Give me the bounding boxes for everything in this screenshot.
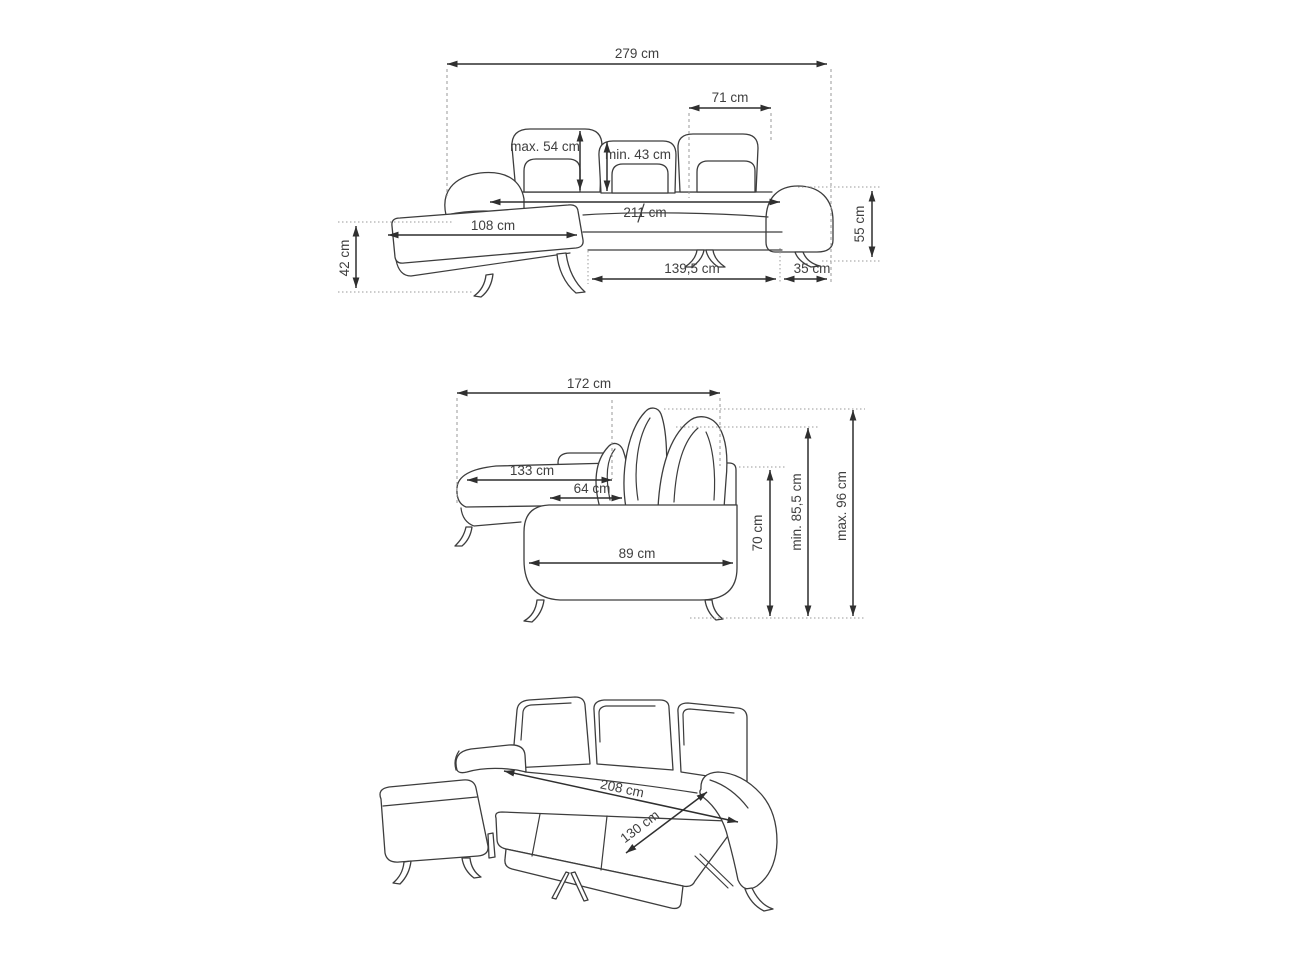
dim-label-total-width: 279 cm bbox=[614, 46, 660, 61]
dim-label-backrest-max: max. 96 cm bbox=[834, 471, 849, 541]
bed-chaise-leg-3 bbox=[488, 833, 495, 858]
side-front-leg bbox=[524, 600, 544, 622]
dim-label-armrest-width: 35 cm bbox=[793, 261, 831, 276]
bed-chaise-leg-2 bbox=[462, 858, 481, 878]
dim-label-total-depth: 172 cm bbox=[566, 376, 612, 391]
headrest-2-pillow bbox=[612, 164, 668, 193]
bed-chaise-leg-1 bbox=[393, 861, 411, 884]
seat-seam bbox=[583, 213, 768, 217]
side-view-diagram bbox=[455, 376, 865, 622]
bed-left-armrest bbox=[456, 745, 526, 773]
bed-cushion-2 bbox=[594, 700, 673, 770]
dim-label-headrest-min: min. 43 cm bbox=[604, 147, 672, 162]
chaise-leg-right bbox=[557, 253, 585, 293]
dim-label-armrest-height: 55 cm bbox=[852, 205, 867, 243]
headrest-1-pillow bbox=[524, 159, 580, 192]
side-rear-leg bbox=[705, 600, 723, 620]
bed-cushion-3 bbox=[678, 703, 747, 782]
bed-view-sofa-drawing bbox=[380, 697, 777, 911]
dim-label-bed-length: 208 cm bbox=[598, 776, 646, 801]
right-armrest bbox=[766, 186, 833, 252]
headrest-3-pillow bbox=[697, 161, 755, 192]
side-chaise-skirt bbox=[461, 508, 521, 526]
dim-label-headrest-width: 71 cm bbox=[711, 90, 749, 105]
dim-label-base-depth: 89 cm bbox=[618, 546, 656, 561]
dim-label-headrest-max: max. 54 cm bbox=[510, 139, 580, 154]
dim-label-backrest-min: min. 85,5 cm bbox=[789, 473, 804, 551]
dim-label-inner-width: 211 cm bbox=[623, 205, 667, 220]
bed-view-diagram bbox=[380, 697, 777, 911]
side-view-sofa-drawing bbox=[455, 408, 737, 622]
side-cushion-rear bbox=[658, 417, 727, 508]
chaise bbox=[392, 205, 583, 263]
dim-label-seat-section: 139,5 cm bbox=[664, 261, 720, 276]
chaise-leg-left bbox=[474, 274, 493, 297]
dim-label-chaise-length: 108 cm bbox=[470, 218, 516, 233]
dim-label-bed-width: 130 cm bbox=[617, 807, 662, 846]
dim-label-chaise-depth: 133 cm bbox=[509, 463, 555, 478]
dim-label-seat-height: 70 cm bbox=[750, 514, 765, 552]
bed-right-armrest-leg bbox=[745, 888, 773, 911]
dim-label-chaise-height: 42 cm bbox=[337, 239, 352, 277]
bed-chaise bbox=[380, 780, 488, 862]
front-view-diagram bbox=[337, 46, 882, 297]
dim-label-seat-depth: 64 cm bbox=[573, 481, 611, 496]
side-chaise-leg bbox=[455, 527, 472, 546]
